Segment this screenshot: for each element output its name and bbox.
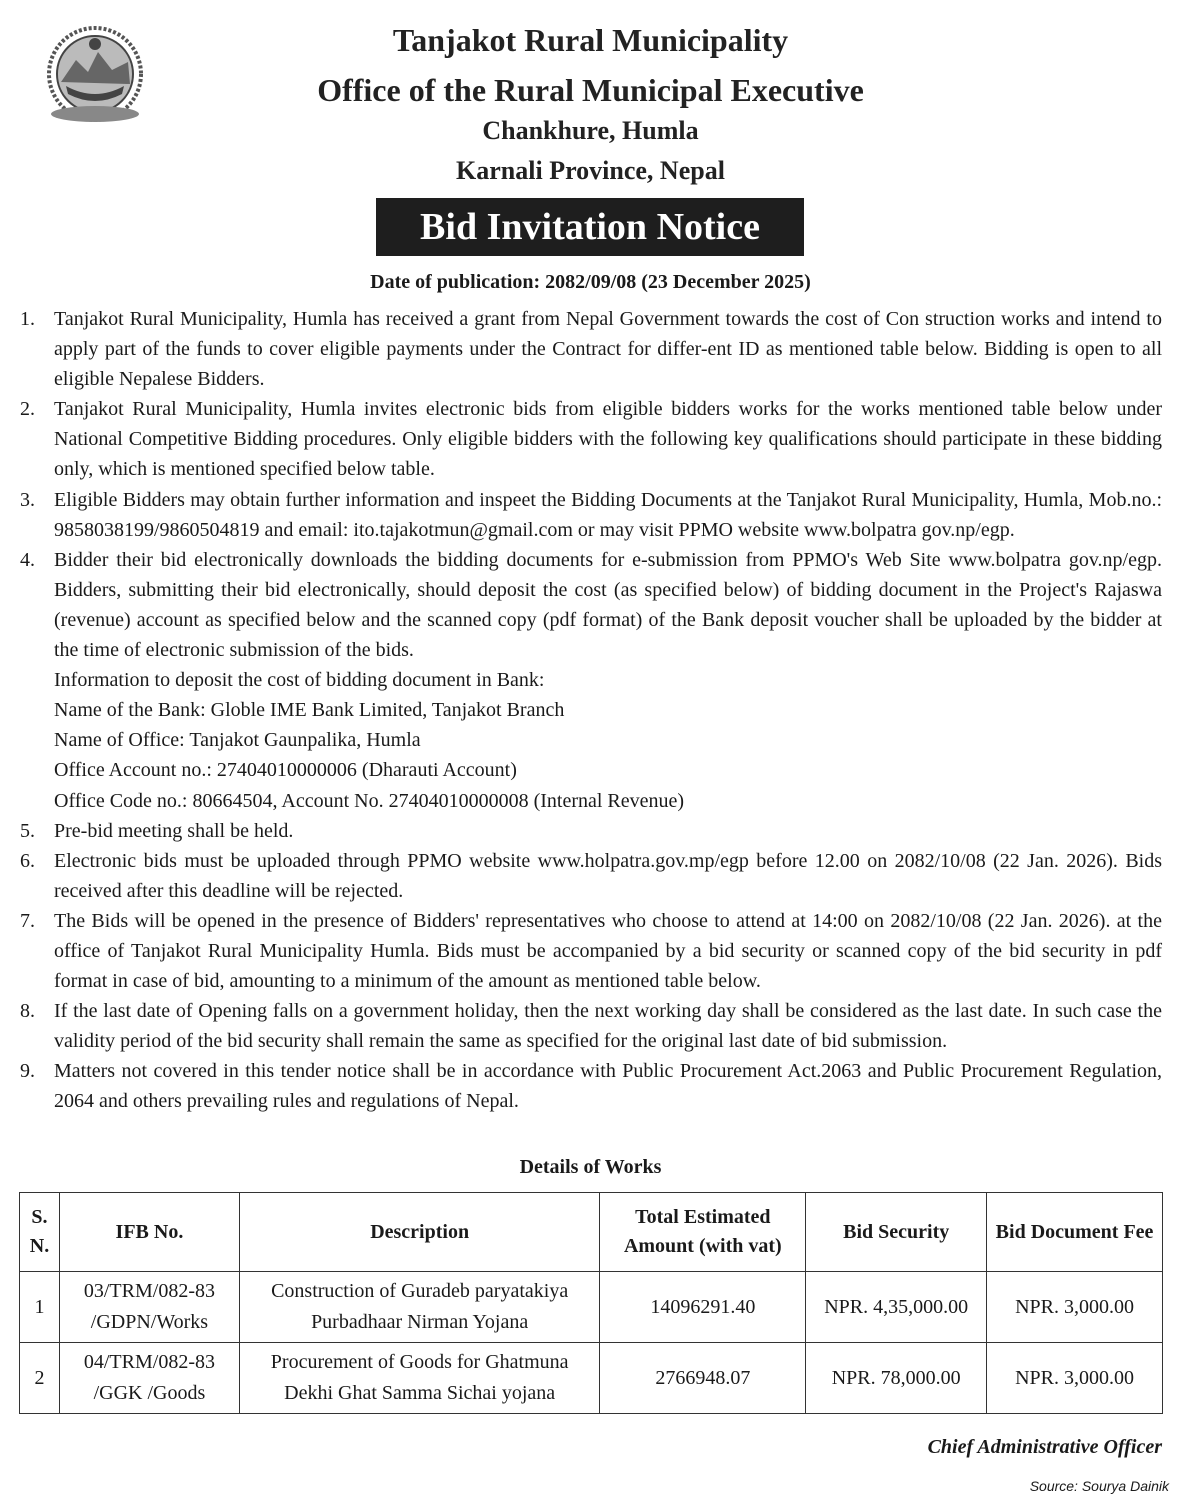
list-item	[20, 394, 1162, 484]
notice-title: Bid Invitation Notice	[376, 198, 804, 256]
office-code: Office Code no.: 80664504, Account No. 27404010000008 (Internal Revenue)	[54, 789, 685, 812]
item-number: 1.	[20, 308, 35, 330]
table-row	[20, 1343, 1163, 1414]
list-item	[20, 906, 1162, 996]
cell-amount: 2766948.07	[600, 1343, 806, 1414]
cell-ifb: 03/TRM/082-83 /GDPN/Works	[59, 1272, 239, 1343]
list-item	[20, 846, 1162, 906]
item-text: The Bids will be opened in the presence of Bidders' representatives who choose to attend at 14:00 on 2082/10/08 (22 Jan. 2026). at the office of Tanjakot Rural Municipality Humla. Bids must be accompanied by a bid security or scanned copy of the bid security in pdf format in case of bid, amounting to a minimum of the amount as mentioned table below.	[54, 909, 1162, 993]
table-row	[20, 1272, 1163, 1343]
cell-sn: 1	[20, 1272, 60, 1343]
item-number: 2.	[20, 398, 35, 421]
item-text: If the last date of Opening falls on a government holiday, then the next working day shall be considered as the last date. In such case the validity period of the bid security shall remain the same as specified for the original last date of bid submission.	[54, 1000, 1162, 1053]
notice-body	[20, 304, 1162, 1117]
list-item	[20, 1056, 1162, 1116]
item-text: Matters not covered in this tender notice shall be in accordance with Public Procurement Act.2063 and Public Procurement Regulation, 2064 and others prevailing rules and regulations of Nepal.	[54, 1060, 1162, 1113]
header-ifb: IFB No.	[59, 1193, 239, 1272]
cell-security: NPR. 78,000.00	[806, 1343, 987, 1414]
bank-name: Name of the Bank: Globle IME Bank Limited, Tanjakot Branch	[54, 699, 565, 722]
header-amount: Total Estimated Amount (with vat)	[600, 1193, 806, 1272]
list-item	[20, 485, 1162, 545]
item-number: 7.	[20, 909, 35, 932]
item-text: Pre-bid meeting shall be held.	[54, 819, 294, 842]
bank-info-heading: Information to deposit the cost of bidding document in Bank:	[54, 669, 545, 692]
item-number: 5.	[20, 819, 35, 842]
list-item	[20, 816, 1162, 846]
details-title: Details of Works	[519, 1156, 662, 1178]
office-name: Office of the Rural Municipal Executive	[317, 72, 864, 108]
account-number: Office Account no.: 27404010000006 (Dharauti Account)	[54, 759, 517, 782]
list-item	[20, 304, 1162, 394]
header-sn: S. N.	[20, 1193, 60, 1272]
publication-date: Date of publication: 2082/09/08 (23 December 2025)	[370, 271, 811, 293]
item-text: Electronic bids must be uploaded through PPMO website www.holpatra.gov.mp/egp before 12.00 on 2082/10/08 (22 Jan. 2026). Bids received after this deadline will be rejected.	[54, 849, 1162, 902]
item-text: Eligible Bidders may obtain further information and inspeet the Bidding Documents at the Tanjakot Rural Municipality, Humla, Mob.no.: 9858038199/9860504819 and email: ito.tajakotmun@gmail.com or may visit PPMO website www.bolpatra gov.np/egp.	[54, 488, 1162, 541]
cell-fee: NPR. 3,000.00	[987, 1272, 1163, 1343]
item-number: 8.	[20, 1000, 35, 1023]
cell-sn: 2	[20, 1343, 60, 1414]
item-number: 4.	[20, 548, 35, 571]
cell-ifb: 04/TRM/082-83 /GGK /Goods	[59, 1343, 239, 1414]
office-name-line: Name of Office: Tanjakot Gaunpalika, Humla	[54, 729, 421, 752]
cell-description: Construction of Guradeb paryatakiya Purbadhaar Nirman Yojana	[239, 1272, 600, 1343]
signatory: Chief Administrative Officer	[927, 1436, 1162, 1458]
header-security: Bid Security	[806, 1193, 987, 1272]
cell-description: Procurement of Goods for Ghatmuna Dekhi Ghat Samma Sichai yojana	[239, 1343, 600, 1414]
list-item	[20, 545, 1162, 665]
table-header-row	[20, 1193, 1163, 1272]
municipality-name: Tanjakot Rural Municipality	[392, 22, 789, 58]
item-text: Tanjakot Rural Municipality, Humla invites electronic bids from eligible bidders works for the works mentioned table below under National Competitive Bidding procedures. Only eligible bidders with the following key qualifications should participate in these bidding only, which is mentioned specified below table.	[54, 398, 1162, 481]
cell-security: NPR. 4,35,000.00	[806, 1272, 987, 1343]
header-fee: Bid Document Fee	[987, 1193, 1163, 1272]
header-description: Description	[239, 1193, 600, 1272]
item-text: Bidder their bid electronically downloads the bidding documents for e-submission from PPMO's Web Site www.bolpatra gov.np/egp. Bidders, submitting their bid electronically, should deposit the cost (as specified below) of bidding document in the Project's Rajaswa (revenue) account as specified below and the scanned copy (pdf format) of the Bank deposit voucher shall be uploaded by the bidder at the time of electronic submission of the bids.	[54, 548, 1162, 662]
cell-amount: 14096291.40	[600, 1272, 806, 1343]
source-credit: Source: Sourya Dainik	[1029, 1478, 1169, 1494]
item-number: 3.	[20, 488, 35, 511]
address-line-2: Karnali Province, Nepal	[456, 156, 725, 185]
list-item	[20, 996, 1162, 1056]
works-table	[19, 1192, 1163, 1414]
address-line-1: Chankhure, Humla	[482, 116, 699, 145]
item-number: 9.	[20, 1060, 35, 1083]
item-number: 6.	[20, 849, 35, 872]
cell-fee: NPR. 3,000.00	[987, 1343, 1163, 1414]
item-text: Tanjakot Rural Municipality, Humla has received a grant from Nepal Government towards the cost of Con struction works and intend to apply part of the funds to cover eligible payments under the Contract for differ-ent ID as mentioned table below. Bidding is open to all eligible Nepalese Bidders.	[54, 308, 1162, 391]
